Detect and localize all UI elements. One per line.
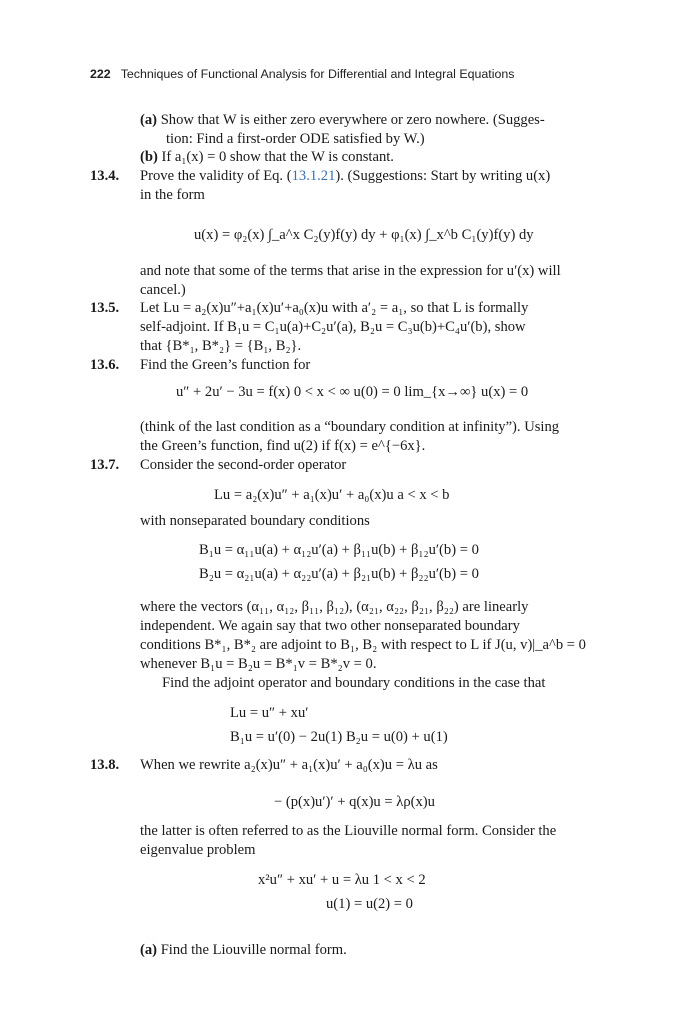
exercise-13-3a-line-2: tion: Find a first-order ODE satisfied by W.)	[166, 131, 425, 147]
equation-13-8-boundary: u(1) = u(2) = 0	[326, 896, 413, 912]
equation-13-8-eigenvalue: x²u″ + xu′ + u = λu 1 < x < 2	[258, 872, 426, 888]
text-13-3a-1: Show that W is either zero everywhere or zero nowhere. (Sugges-	[160, 112, 545, 128]
equation-reference-link[interactable]: 13.1.21	[291, 168, 336, 184]
equation-13-4: u(x) = φ₂(x) ∫_a^x C₂(y)f(y) dy + φ₁(x) ∫_x^b C₁(y)f(y) dy	[194, 227, 534, 243]
exercise-13-4-line-4: cancel.)	[140, 282, 186, 298]
exercise-number-13-4: 13.4.	[90, 168, 120, 184]
exercise-number-13-7: 13.7.	[90, 457, 120, 473]
exercise-13-5-line-2: self-adjoint. If B₁u = C₁u(a)+C₂u′(a), B₂u = C₃u(b)+C₄u′(b), show	[140, 319, 526, 335]
exercise-13-7-line-3: where the vectors (α₁₁, α₁₂, β₁₁, β₁₂), (α₂₁, α₂₂, β₂₁, β₂₂) are linearly	[140, 599, 529, 615]
equation-13-7-adjoint-bcs: B₁u = u′(0) − 2u(1) B₂u = u(0) + u(1)	[230, 729, 448, 745]
exercise-13-8a-line	[140, 941, 347, 959]
equation-13-7-operator: Lu = a₂(x)u″ + a₁(x)u′ + a₀(x)u a < x < b	[214, 487, 450, 503]
exercise-13-3b-line	[140, 148, 394, 166]
exercise-13-7-line-1: Consider the second-order operator	[140, 457, 347, 473]
exercise-13-7-line-7: Find the adjoint operator and boundary conditions in the case that	[162, 675, 546, 691]
exercise-13-6-line-1: Find the Green’s function for	[140, 357, 311, 373]
equation-13-7-bc-2: B₂u = α₂₁u(a) + α₂₂u′(a) + β₂₁u(b) + β₂₂u′(b) = 0	[199, 566, 479, 582]
exercise-13-5-line-1: Let Lu = a₂(x)u″+a₁(x)u′+a₀(x)u with a′₂ = a₁, so that L is formally	[140, 300, 529, 316]
equation-13-7-bc-1: B₁u = α₁₁u(a) + α₁₂u′(a) + β₁₁u(b) + β₁₂u′(b) = 0	[199, 542, 479, 558]
exercise-number-13-6: 13.6.	[90, 357, 120, 373]
exercise-13-3a-line-1	[140, 111, 545, 129]
equation-13-6: u″ + 2u′ − 3u = f(x) 0 < x < ∞ u(0) = 0 lim_{x→∞} u(x) = 0	[176, 384, 529, 400]
exercise-13-6-line-3: the Green’s function, find u(2) if f(x) = e^{−6x}.	[140, 438, 426, 454]
exercise-13-7-line-4: independent. We again say that two other nonseparated boundary	[140, 618, 520, 634]
exercise-13-8-line-1: When we rewrite a₂(x)u″ + a₁(x)u′ + a₀(x)u = λu as	[140, 757, 438, 773]
exercise-13-7-line-2: with nonseparated boundary conditions	[140, 513, 370, 529]
exercise-13-4-line-1	[140, 167, 550, 185]
page-number: 222	[90, 67, 111, 81]
exercise-number-13-8: 13.8.	[90, 757, 120, 773]
exercise-13-5-line-3: that {B*₁, B*₂} = {B₁, B₂}.	[140, 338, 302, 354]
running-title: Techniques of Functional Analysis for Differential and Integral Equations	[120, 67, 515, 81]
exercise-number-13-5: 13.5.	[90, 300, 120, 316]
text-13-4-1a: Prove the validity of Eq. (	[140, 168, 292, 184]
exercise-13-4-line-3: and note that some of the terms that arise in the expression for u′(x) will	[140, 263, 561, 279]
exercise-13-8-line-2: the latter is often referred to as the Liouville normal form. Consider the	[140, 823, 557, 839]
exercise-13-4-line-2: in the form	[140, 187, 205, 203]
exercise-13-7-line-5: conditions B*₁, B*₂ are adjoint to B₁, B₂ with respect to L if J(u, v)|_a^b = 0	[140, 637, 586, 653]
part-a-label-13-8: (a)	[140, 942, 158, 958]
equation-13-7-adjoint-operator: Lu = u″ + xu′	[230, 705, 309, 721]
part-b-label: (b)	[140, 149, 158, 165]
exercise-13-8-line-3: eigenvalue problem	[140, 842, 256, 858]
exercise-13-6-line-2: (think of the last condition as a “boundary condition at infinity”). Using	[140, 419, 560, 435]
text-13-8a-1: Find the Liouville normal form.	[160, 942, 347, 958]
running-header	[90, 67, 514, 81]
equation-13-8-liouville: − (p(x)u′)′ + q(x)u = λρ(x)u	[274, 794, 435, 810]
exercise-13-7-line-6: whenever B₁u = B₂u = B*₁v = B*₂v = 0.	[140, 656, 377, 672]
text-13-3b-1: If a₁(x) = 0 show that the W is constant.	[161, 149, 394, 165]
text-13-4-1b: ). (Suggestions: Start by writing u(x)	[335, 168, 551, 184]
part-a-label: (a)	[140, 112, 158, 128]
